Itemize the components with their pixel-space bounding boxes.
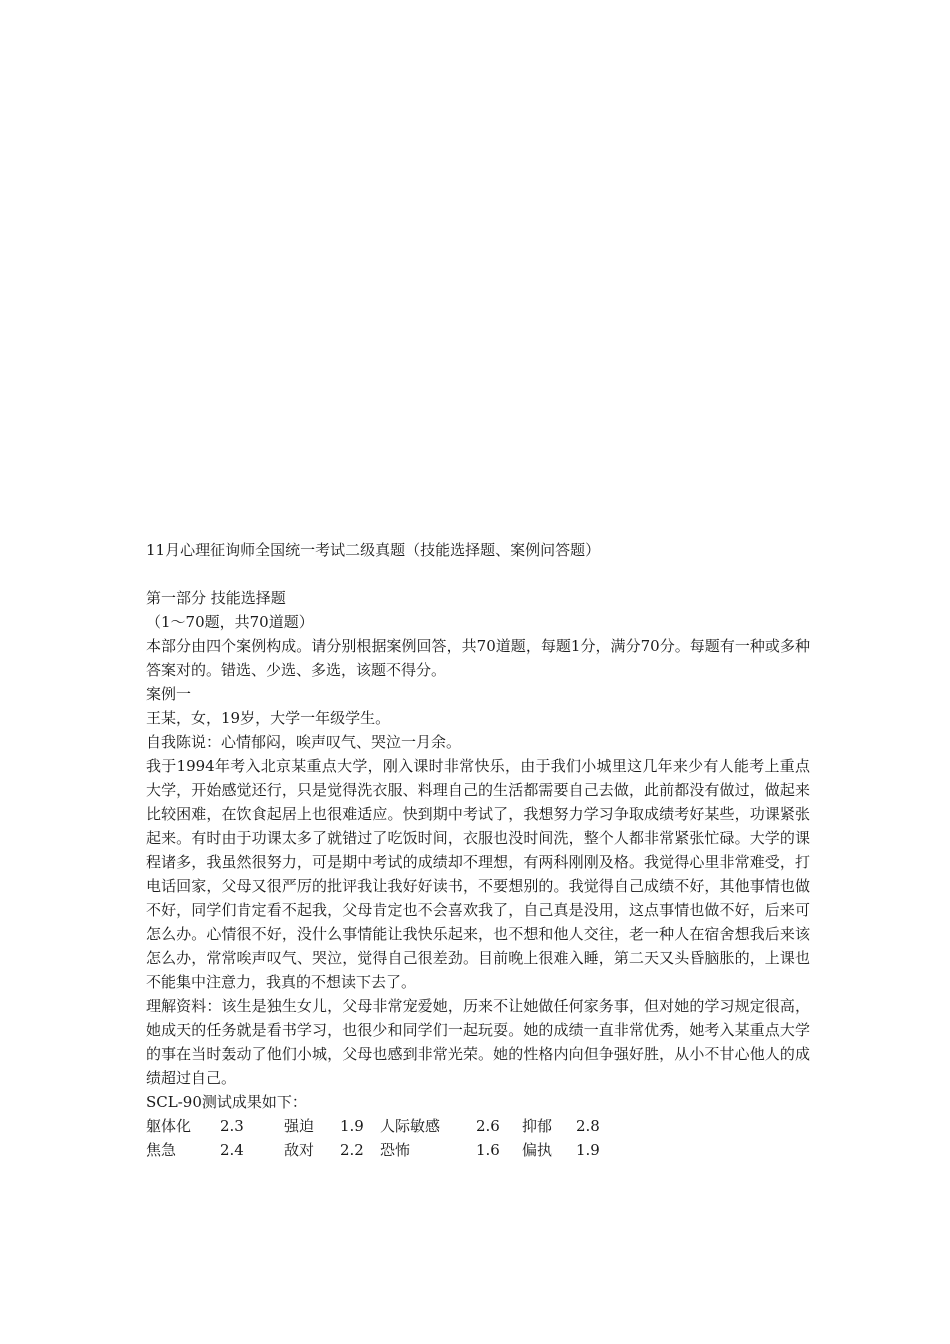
- scl-factor-name: 恐怖: [380, 1141, 411, 1159]
- scl-factor-value: 1.6: [476, 1141, 500, 1159]
- scl-factor-name: 人际敏感: [380, 1117, 441, 1135]
- scl-score-row: [146, 1114, 616, 1138]
- scl-factor-value: 2.8: [576, 1117, 600, 1135]
- document-page: [146, 538, 810, 1162]
- scl-factor-value: 2.2: [340, 1141, 364, 1159]
- scl-factor-value: 2.6: [476, 1117, 500, 1135]
- case-label: 案例一: [146, 685, 192, 703]
- scl-factor-name: 焦急: [146, 1141, 177, 1159]
- patient-info: 王某，女，19岁，大学一年级学生。: [146, 709, 391, 727]
- scl-factor-name: 抑郁: [522, 1117, 553, 1135]
- scl-score-row: [146, 1138, 616, 1162]
- scl-factor-value: 1.9: [576, 1141, 600, 1159]
- scl-factor-name: 强迫: [284, 1117, 315, 1135]
- scl-factor-name: 敌对: [284, 1141, 315, 1159]
- part-heading: 第一部分 技能选择题: [146, 589, 286, 607]
- scl-heading: SCL-90测试成果如下：: [146, 1093, 307, 1111]
- scl-factor-name: 躯体化: [146, 1117, 192, 1135]
- instructions-paragraph: 本部分由四个案例构成。请分别根据案例回答，共70道题，每题1分，满分70分。每题有一种或多种答案对的。错选、少选、多选，该题不得分。: [146, 637, 810, 679]
- scl-factor-value: 1.9: [340, 1117, 364, 1135]
- self-report-label: 自我陈说：心情郁闷，唉声叹气、哭泣一月余。: [146, 733, 462, 751]
- scl-factor-name: 偏执: [522, 1141, 553, 1159]
- self-report-body: 我于1994年考入北京某重点大学，刚入课时非常快乐，由于我们小城里这几年来少有人能考上重点大学，开始感觉还行，只是觉得洗衣服、料理自己的生活都需要自己去做，此前都没有做过，做起来比较困难，在饮食起居上也很难适应。快到期中考试了，我想努力学习争取成绩考好某些，功课紧张起来。有时由于功课太多了就错过了吃饭时间，衣服也没时间洗，整个人都非常紧张忙碌。大学的课程诸多，我虽然很努力，可是期中考试的成绩却不理想，有两科刚刚及格。我觉得心里非常难受，打电话回家，父母又很严厉的批评我让我好好读书，不要想别的。我觉得自己成绩不好，其他事情也做不好，同学们肯定看不起我，父母肯定也不会喜欢我了，自己真是没用，这点事情也做不好，后来可怎么办。心情很不好，没什么事情能让我快乐起来，也不想和他人交往，老一种人在宿舍想我后来该怎么办，常常唉声叹气、哭泣，觉得自己很差劲。目前晚上很难入睡，第二天又头昏脑胀的，上课也不能集中注意力，我真的不想读下去了。: [146, 757, 810, 991]
- part-range: （1～70题，共70道题）: [146, 613, 314, 631]
- scl-factor-value: 2.3: [220, 1117, 244, 1135]
- scl-score-table: [146, 1114, 616, 1162]
- scl-factor-value: 2.4: [220, 1141, 244, 1159]
- document-title: 11月心理征询师全国统一考试二级真题（技能选择题、案例问答题）: [146, 541, 601, 559]
- background-paragraph: 理解资料：该生是独生女儿，父母非常宠爱她，历来不让她做任何家务事，但对她的学习规定很高，她成天的任务就是看书学习，也很少和同学们一起玩耍。她的成绩一直非常优秀，她考入某重点大学的事在当时轰动了他们小城，父母也感到非常光荣。她的性格内向但争强好胜，从小不甘心他人的成绩超过自己。: [146, 997, 810, 1087]
